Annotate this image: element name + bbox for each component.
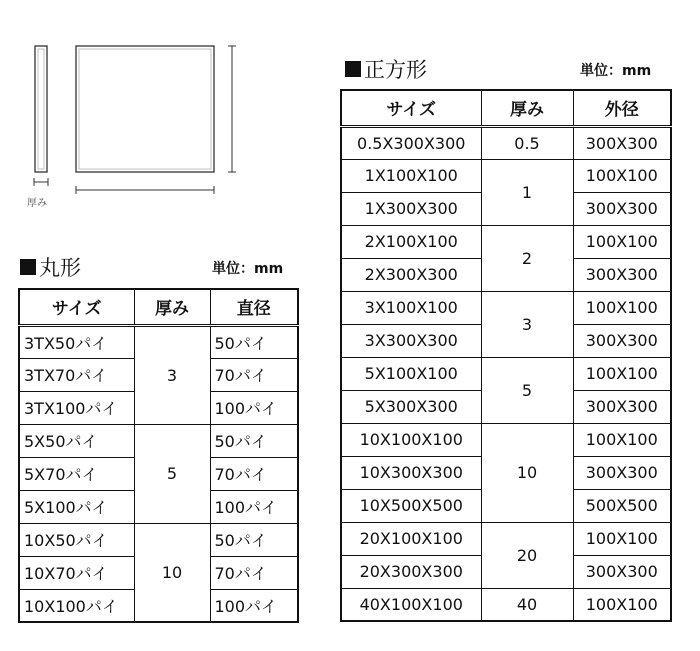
- outer-diameter-cell: 100X100: [573, 225, 671, 258]
- table-row: [341, 126, 671, 159]
- outer-diameter-cell: 100X100: [573, 423, 671, 456]
- diameter-cell: 100パイ: [210, 391, 298, 424]
- diameter-cell: 70パイ: [210, 556, 298, 589]
- table-row: [19, 325, 298, 358]
- table-row: [341, 357, 671, 390]
- size-cell: 0.5X300X300: [341, 126, 481, 159]
- outer-diameter-cell: 100X100: [573, 291, 671, 324]
- diameter-cell: 50パイ: [210, 325, 298, 358]
- size-cell: 5X100パイ: [19, 490, 134, 523]
- thickness-cell: 1: [481, 159, 573, 225]
- outer-diameter-cell: 300X300: [573, 324, 671, 357]
- size-cell: 1X300X300: [341, 192, 481, 225]
- thickness-cell: 20: [481, 522, 573, 588]
- diameter-cell: 100パイ: [210, 589, 298, 622]
- size-cell: 3TX50パイ: [19, 325, 134, 358]
- outer-diameter-cell: 100X100: [573, 357, 671, 390]
- diameter-cell: 100パイ: [210, 490, 298, 523]
- table-row: [341, 522, 671, 555]
- diameter-cell: 50パイ: [210, 424, 298, 457]
- size-cell: 3TX100パイ: [19, 391, 134, 424]
- size-cell: 10X500X500: [341, 489, 481, 522]
- table-row: [341, 225, 671, 258]
- square-spec-table: [340, 89, 672, 622]
- outer-diameter-cell: 300X300: [573, 456, 671, 489]
- size-cell: 40X100X100: [341, 588, 481, 621]
- square-unit-label: 単位：mm: [580, 63, 652, 79]
- size-cell: 5X50パイ: [19, 424, 134, 457]
- thickness-cell: 10: [134, 523, 210, 622]
- diameter-cell: 50パイ: [210, 523, 298, 556]
- outer-diameter-cell: 100X100: [573, 522, 671, 555]
- header-thickness: 厚み: [481, 90, 573, 126]
- thickness-cell: 40: [481, 588, 573, 621]
- size-cell: 3TX70パイ: [19, 358, 134, 391]
- table-row: [341, 159, 671, 192]
- table-row: [341, 291, 671, 324]
- table-row: [19, 424, 298, 457]
- thickness-cell: 3: [481, 291, 573, 357]
- black-square-icon: [20, 259, 36, 275]
- thickness-cell: 5: [481, 357, 573, 423]
- size-cell: 3X300X300: [341, 324, 481, 357]
- round-title: 丸形: [39, 256, 81, 280]
- size-cell: 10X100パイ: [19, 589, 134, 622]
- table-row: [19, 523, 298, 556]
- size-cell: 20X300X300: [341, 555, 481, 588]
- outer-diameter-cell: 300X300: [573, 192, 671, 225]
- size-cell: 5X100X100: [341, 357, 481, 390]
- diameter-cell: 70パイ: [210, 457, 298, 490]
- thickness-cell: 10: [481, 423, 573, 522]
- table-header-row: [19, 289, 298, 325]
- outer-diameter-cell: 300X300: [573, 390, 671, 423]
- black-square-icon: [345, 61, 361, 77]
- header-thickness: 厚み: [134, 289, 210, 325]
- thickness-label: 厚み: [27, 198, 47, 209]
- table-row: [341, 588, 671, 621]
- diameter-cell: 70パイ: [210, 358, 298, 391]
- header-size: サイズ: [19, 289, 134, 325]
- round-unit-label: 単位：mm: [212, 261, 284, 277]
- thickness-cell: 0.5: [481, 126, 573, 159]
- dimension-diagram: [0, 0, 260, 215]
- size-cell: 5X70パイ: [19, 457, 134, 490]
- header-outer-diameter: 外径: [573, 90, 671, 126]
- outer-diameter-cell: 100X100: [573, 159, 671, 192]
- outer-diameter-cell: 300X300: [573, 126, 671, 159]
- round-spec-table: [18, 288, 299, 623]
- size-cell: 2X100X100: [341, 225, 481, 258]
- table-row: [341, 423, 671, 456]
- thickness-cell: 5: [134, 424, 210, 523]
- size-cell: 1X100X100: [341, 159, 481, 192]
- header-size: サイズ: [341, 90, 481, 126]
- thickness-cell: 2: [481, 225, 573, 291]
- square-title: 正方形: [364, 58, 427, 82]
- plate-side-view: [35, 46, 47, 172]
- size-cell: 10X100X100: [341, 423, 481, 456]
- size-cell: 20X100X100: [341, 522, 481, 555]
- size-cell: 10X70パイ: [19, 556, 134, 589]
- square-heading: [345, 54, 427, 84]
- header-diameter: 直径: [210, 289, 298, 325]
- round-heading: [20, 252, 81, 282]
- table-header-row: [341, 90, 671, 126]
- size-cell: 2X300X300: [341, 258, 481, 291]
- outer-diameter-cell: 500X500: [573, 489, 671, 522]
- outer-diameter-cell: 100X100: [573, 588, 671, 621]
- plate-front-view: [76, 46, 214, 172]
- size-cell: 10X50パイ: [19, 523, 134, 556]
- size-cell: 3X100X100: [341, 291, 481, 324]
- thickness-cell: 3: [134, 325, 210, 424]
- size-cell: 10X300X300: [341, 456, 481, 489]
- size-cell: 5X300X300: [341, 390, 481, 423]
- outer-diameter-cell: 300X300: [573, 258, 671, 291]
- outer-diameter-cell: 300X300: [573, 555, 671, 588]
